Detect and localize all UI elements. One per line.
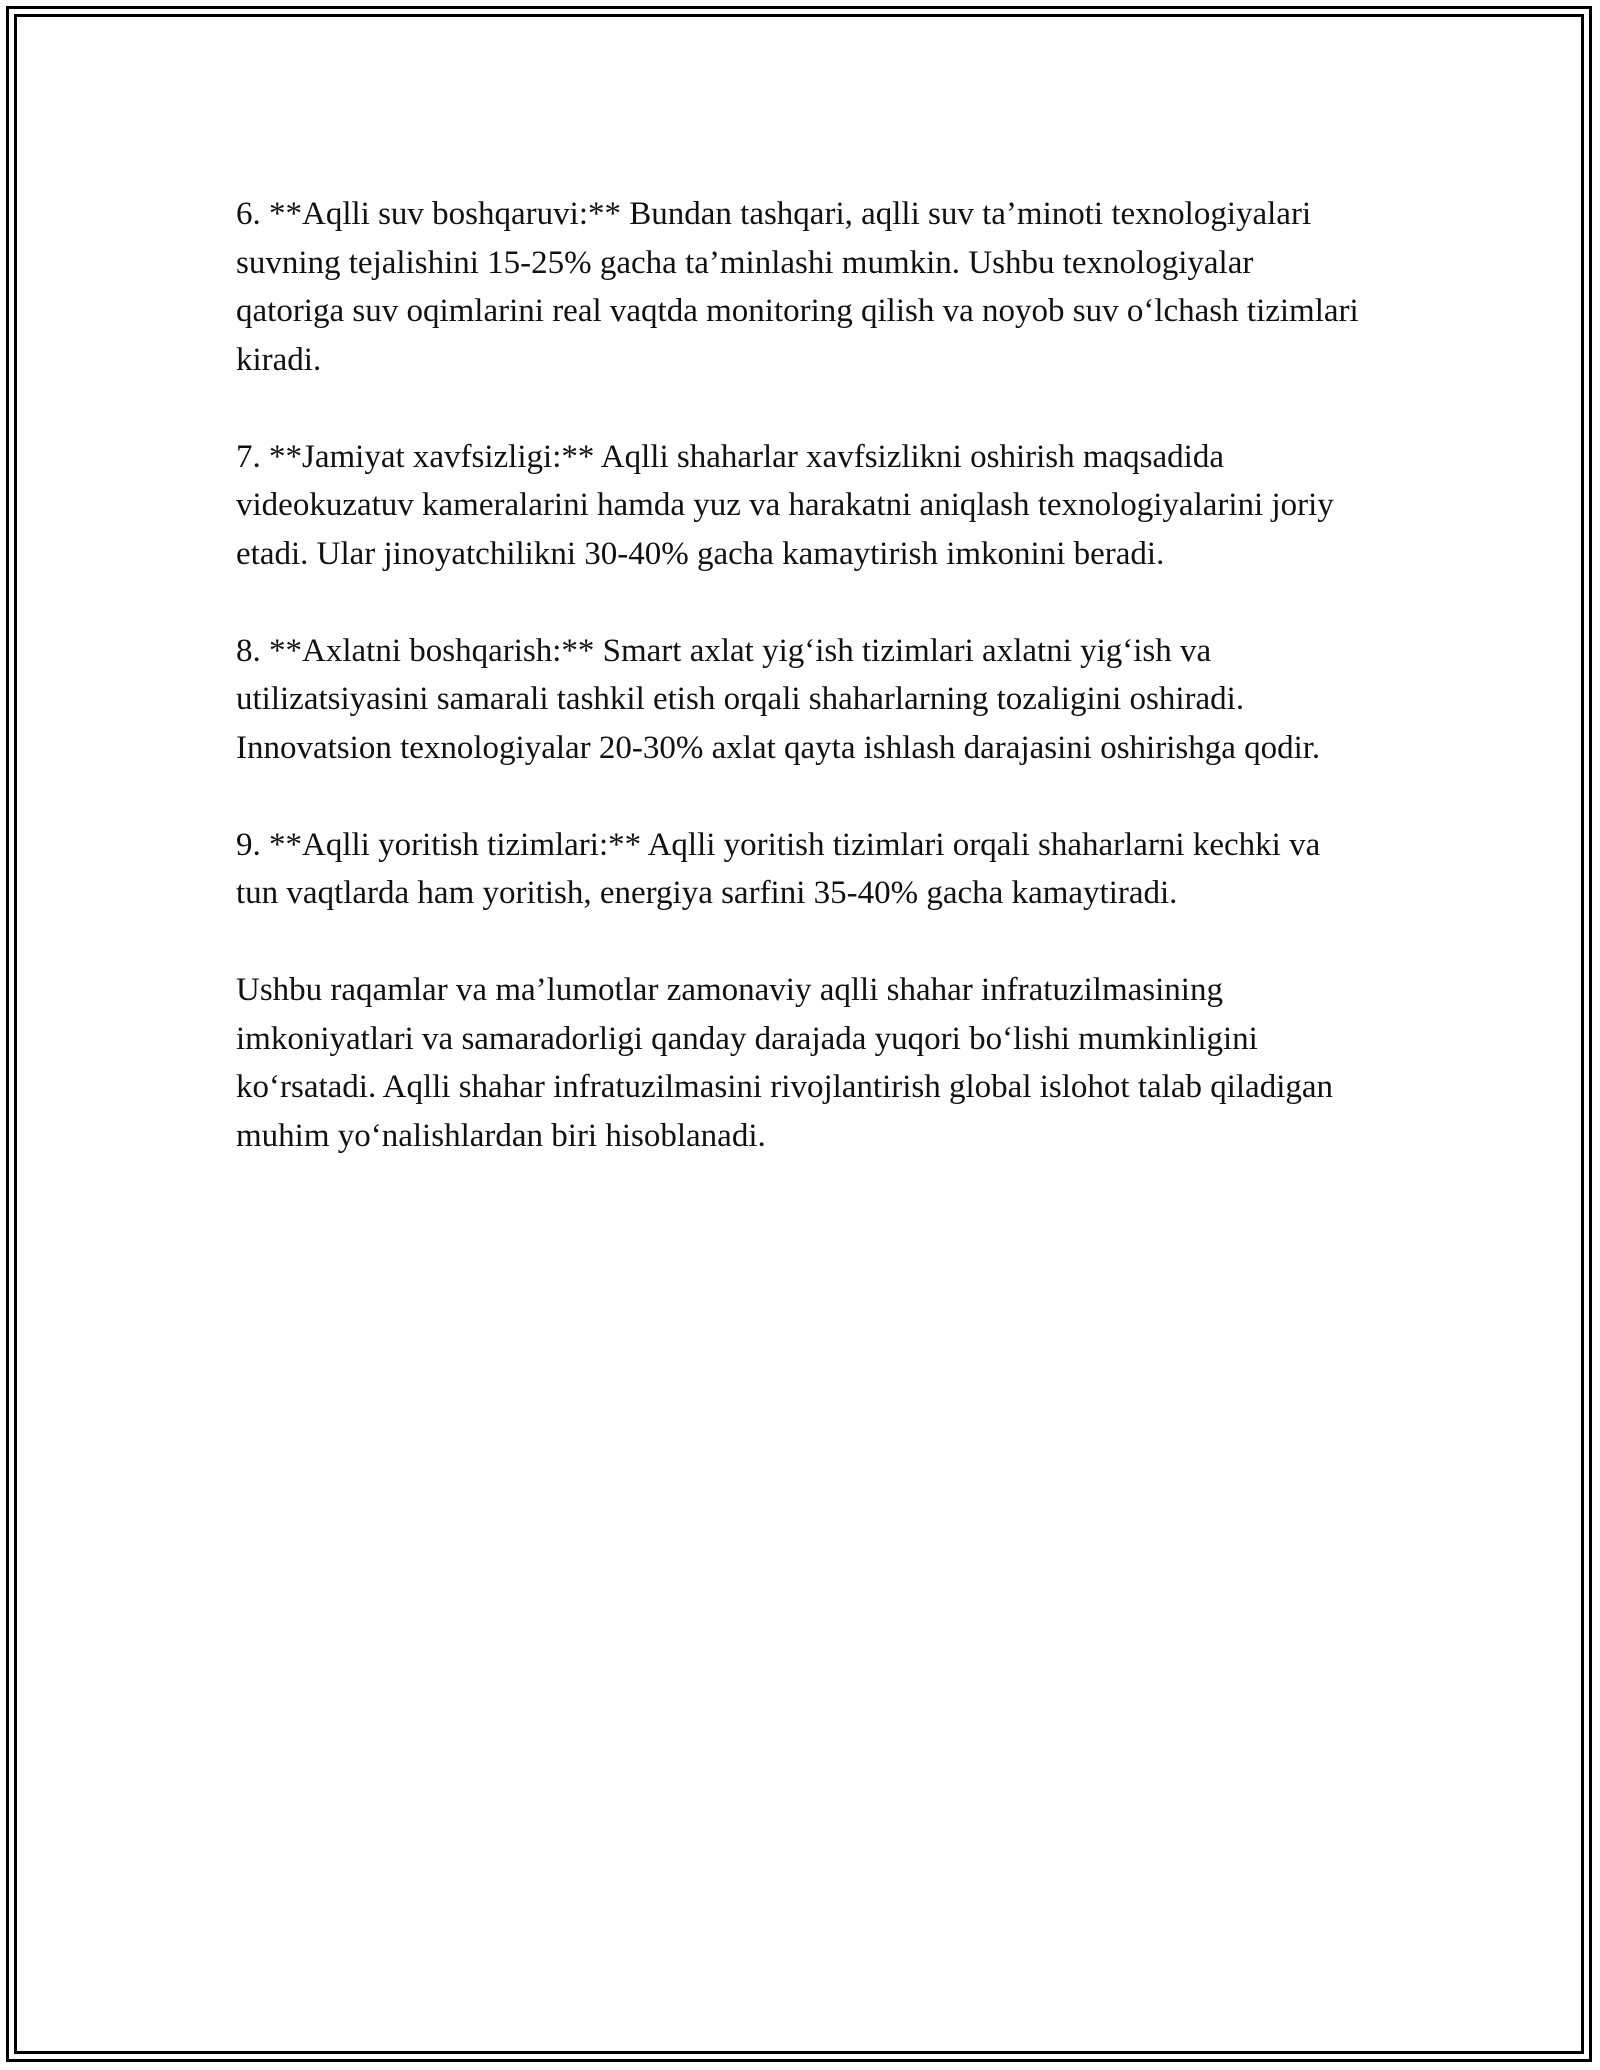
paragraph-conclusion: Ushbu raqamlar va ma’lumotlar zamonaviy aqlli shahar infratuzilmasining imkoniyatlari va samaradorligi qanday darajada yuqori bo‘lishi mumkinligini ko‘rsatadi. Aqlli shahar infratuzilmasini rivojlantirish global islohot talab qiladigan muhim yo‘nalishlardan biri hisoblanadi. — [236, 972, 1334, 1154]
paragraph-smart-water: 6. **Aqlli suv boshqaruvi:** Bundan tashqari, aqlli suv ta’minoti texnologiyalari suvning tejalishini 15-25% gacha ta’minlashi mumkin. Ushbu texnologiyalar qatoriga suv oqimlarini real vaqtda monitoring qilish va noyob suv o‘lchash tizimlari kiradi. — [236, 196, 1359, 378]
document-body — [236, 190, 1366, 1209]
paragraph-waste-management: 8. **Axlatni boshqarish:** Smart axlat yig‘ish tizimlari axlatni yig‘ish va utilizatsiyasini samarali tashkil etish orqali shaharlarning tozaligini oshiradi. Innovatsion texnologiyalar 20-30% axlat qayta ishlash darajasini oshirishga qodir. — [236, 632, 1321, 766]
paragraph-smart-lighting: 9. **Aqlli yoritish tizimlari:** Aqlli yoritish tizimlari orqali shaharlarni kechki va tun vaqtlarda ham yoritish, energiya sarfini 35-40% gacha kamaytiradi. — [236, 826, 1321, 911]
paragraph-public-safety: 7. **Jamiyat xavfsizligi:** Aqlli shaharlar xavfsizlikni oshirish maqsadida videokuzatuv kameralarini hamda yuz va harakatni aniqlash texnologiyalarini joriy etadi. Ular jinoyatchilikni 30-40% gacha kamaytirish imkonini beradi. — [236, 438, 1334, 572]
